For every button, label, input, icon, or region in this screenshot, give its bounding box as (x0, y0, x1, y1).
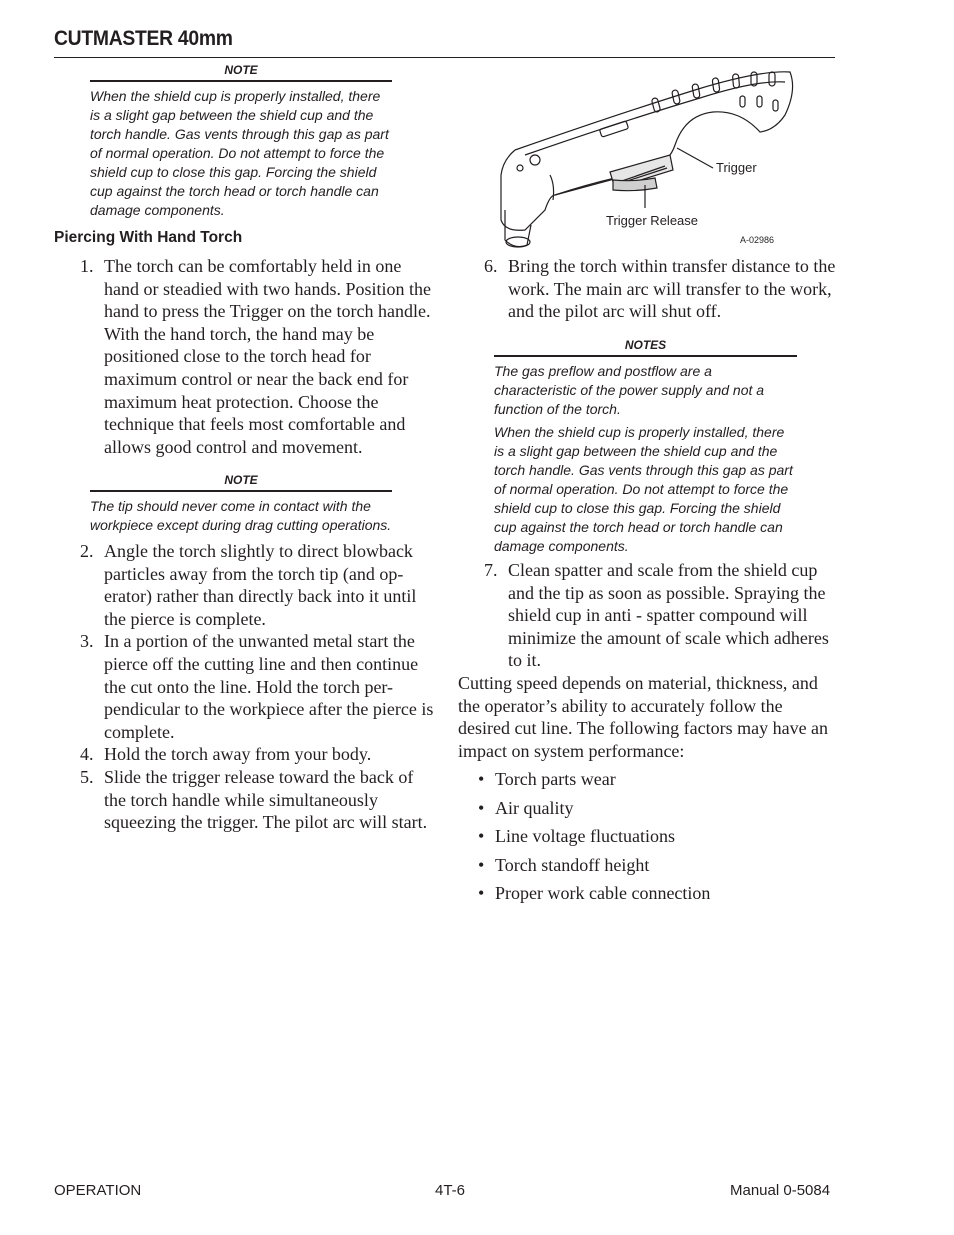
factor-text: Torch standoff height (495, 854, 650, 875)
step-text: Angle the torch slightly to direct blowback particles away from the torch tip (and op-erator) rather than directly back into it until the pierce is complete. (104, 541, 417, 629)
step-item (54, 630, 434, 743)
notes-body (494, 362, 797, 556)
step-number: 3. (80, 631, 94, 652)
factor-text: Line voltage fluctuations (495, 826, 675, 846)
step-item (458, 255, 836, 323)
notes-preflow-shield (494, 338, 797, 560)
bullet-icon: • (478, 797, 485, 818)
footer-section-name: OPERATION (54, 1182, 142, 1199)
note-title: NOTE (224, 473, 258, 487)
note-text: When the shield cup is properly installed, there is a slight gap between the shield cup and the torch handle. Gas vents through this gap as part of normal operation. Do not attempt to force the shield cup to close this gap. Forcing the shield cup against the torch head or torch handle can damage components. (90, 88, 389, 218)
section-heading: Piercing With Hand Torch (54, 229, 243, 246)
step-text: Hold the torch away from your body. (104, 744, 372, 765)
note-divider (90, 80, 392, 82)
steps-list-right-a (458, 255, 836, 323)
label-trigger: Trigger (716, 160, 757, 175)
list-item (458, 851, 836, 880)
cutting-speed-paragraph: Cutting speed depends on material, thickness, and the operator’s ability to accurately follow the desired cut line. The following factors may have an impact on system performance: (458, 673, 829, 761)
step-text: Clean spatter and scale from the shield cup and the tip as soon as possible. Spraying the shield cup in anti - spatter compound will minimize the amount of scale which adheres to it. (508, 560, 829, 671)
list-item (458, 794, 836, 823)
step-text: The torch can be comfortably held in one hand or steadied with two hands. Position the hand to press the Trigger on the torch handle. With the hand torch, the hand may be positioned close to the torch head for maximum control or near the back end for maximum heat protection. Choose the technique that feels most comfortable and allows good control and movement. (104, 256, 431, 457)
factor-text: Torch parts wear (495, 769, 616, 789)
torch-figure (495, 60, 805, 255)
factor-text: Proper work cable connection (495, 883, 711, 903)
step-item (54, 540, 434, 630)
note-paragraph: When the shield cup is properly installed, there is a slight gap between the shield cup and the torch handle. Gas vents through this gap as part of normal operation. Do not attempt to force the shield cup to close this gap. Forcing the shield cup against the torch head or torch handle can damage components. (494, 424, 793, 554)
notes-title: NOTES (624, 338, 667, 352)
footer-manual-number: Manual 0-5084 (730, 1182, 831, 1199)
note-tip-contact (90, 473, 392, 535)
note-paragraph: The gas preflow and postflow are a characteristic of the power supply and not a function of the torch. (494, 363, 765, 417)
steps-list-left-a (54, 255, 434, 458)
header-divider (54, 57, 835, 58)
step-item (54, 743, 434, 766)
page-header-title: CUTMASTER 40mm (54, 27, 233, 50)
list-item (458, 879, 836, 908)
factor-text: Air quality (495, 797, 574, 818)
step-item (458, 559, 836, 672)
step-number: 4. (80, 744, 94, 765)
step-number: 2. (80, 541, 94, 561)
step-number: 6. (484, 256, 498, 276)
steps-list-left-b (54, 540, 434, 834)
note-divider (494, 355, 797, 357)
step-text: Bring the torch within transfer distance to the work. The main arc will transfer to the work, and the pilot arc will shut off. (508, 256, 836, 322)
step-number: 7. (484, 560, 498, 580)
step-number: 5. (80, 766, 94, 787)
bullet-icon: • (478, 769, 485, 789)
note-divider (90, 490, 392, 492)
torch-illustration (495, 60, 805, 255)
step-item (54, 255, 434, 458)
step-text: Slide the trigger release toward the back of the torch handle while simultaneously squeezing the trigger. The pilot arc will start. (104, 766, 428, 833)
bullet-icon: • (478, 883, 485, 903)
step-text: In a portion of the unwanted metal start the pierce off the cutting line and then continue the cut onto the line. Hold the torch per-pendicular to the workpiece after the pierce is complete. (104, 631, 434, 742)
bullet-icon: • (478, 826, 485, 846)
bullet-icon: • (478, 854, 485, 875)
list-item (458, 822, 836, 851)
note-shield-cup (90, 63, 392, 220)
figure-id: A-02986 (740, 235, 775, 245)
note-text: The tip should never come in contact with the workpiece except during drag cutting operations. (90, 498, 392, 533)
footer-page-number: 4T-6 (435, 1182, 466, 1199)
step-number: 1. (80, 256, 94, 276)
label-trigger-release: Trigger Release (606, 213, 699, 228)
note-title: NOTE (224, 63, 258, 77)
factors-list (458, 765, 836, 908)
steps-list-right-b (458, 559, 836, 672)
step-item (54, 766, 434, 834)
list-item (458, 765, 836, 794)
